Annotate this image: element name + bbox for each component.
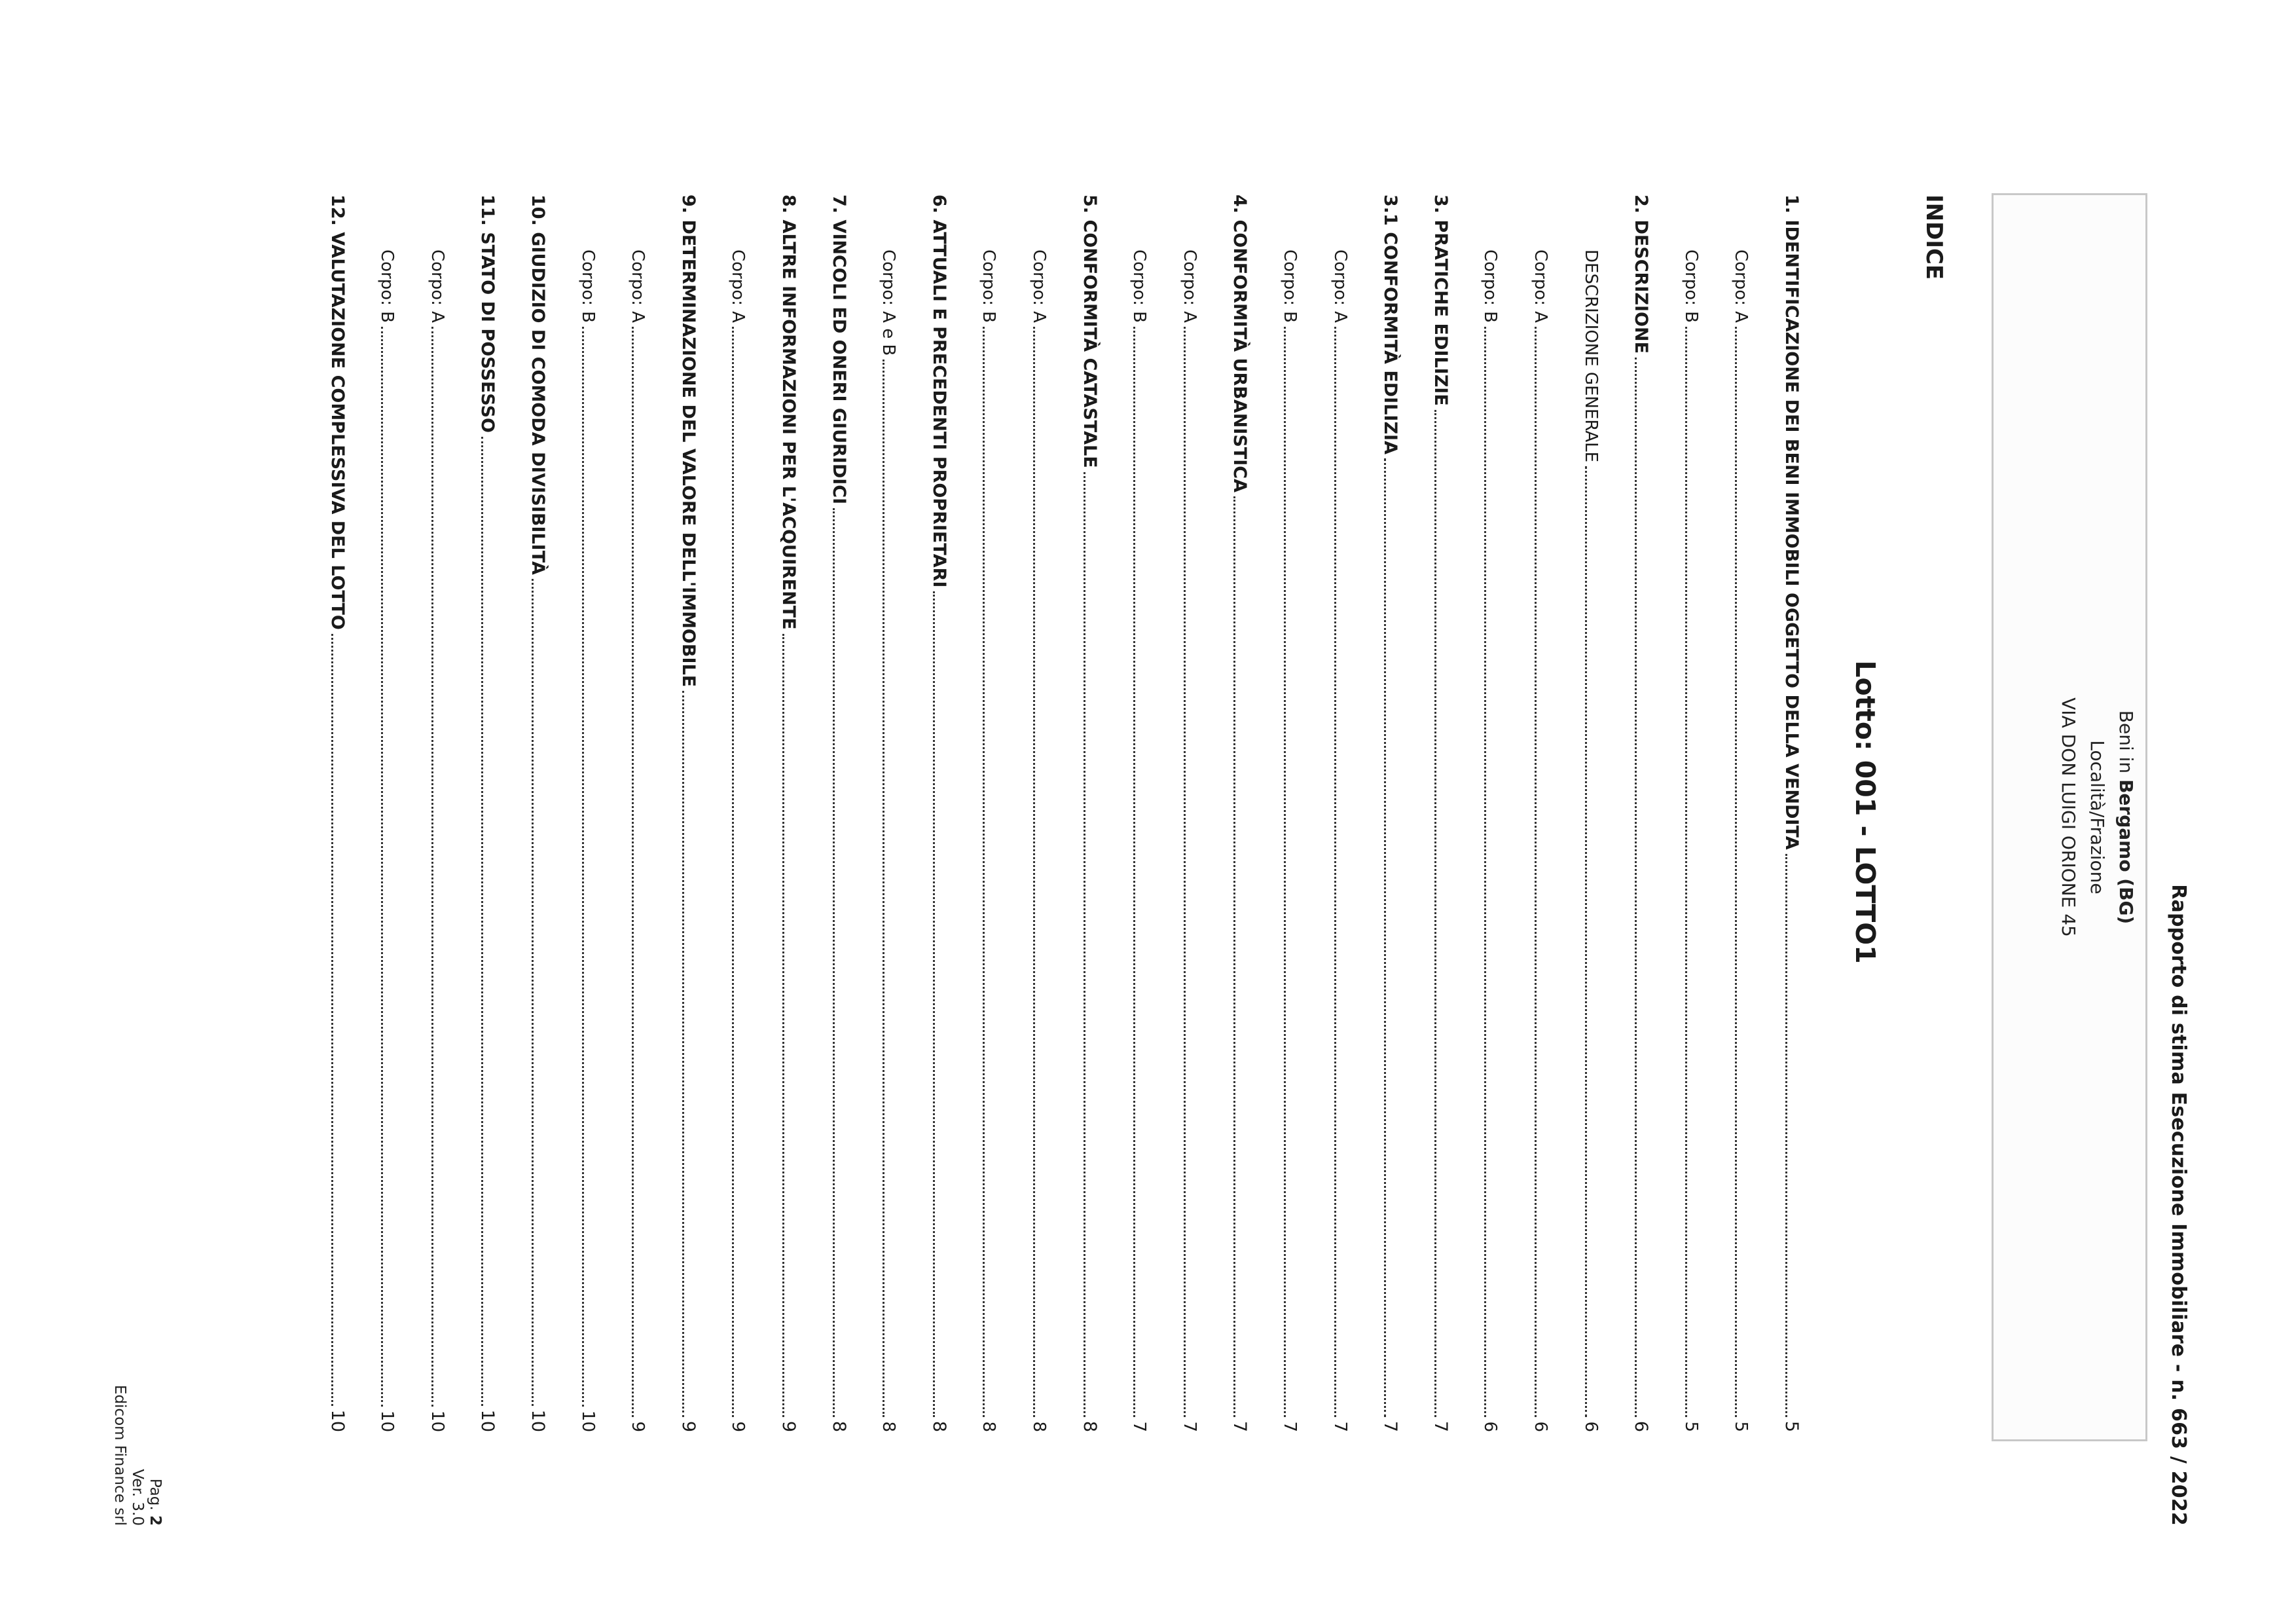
toc-section-entry (476, 194, 501, 1432)
toc-dot-leader (1084, 472, 1086, 1417)
toc-entry-label: Corpo: B (377, 249, 397, 323)
toc-entry-page-number: 8 (1029, 1421, 1049, 1432)
toc-entry-page-number: 8 (1079, 1420, 1100, 1432)
toc-entry-label: 4. CONFORMITÀ URBANISTICA (1230, 194, 1250, 492)
index-heading: INDICE (1921, 194, 1947, 280)
toc-dot-leader (331, 634, 334, 1406)
toc-entry-label: Corpo: A e B (879, 249, 899, 356)
toc-entry-label: Corpo: A (1179, 249, 1199, 323)
toc-entry-page-number: 7 (1430, 1420, 1451, 1432)
toc-entry-page-number: 5 (1681, 1421, 1701, 1432)
toc-entry-label: Corpo: B (1129, 249, 1150, 323)
toc-dot-leader (1334, 327, 1337, 1417)
toc-entry-label: 11. STATO DI POSSESSO (477, 194, 498, 433)
toc-entry-page-number: 8 (879, 1421, 899, 1432)
toc-dot-leader (582, 327, 585, 1407)
toc-entry-label: Corpo: B (1480, 249, 1501, 323)
toc-section-entry (326, 194, 351, 1432)
toc-entry-page-number: 6 (1631, 1420, 1652, 1432)
toc-entry-label: Corpo: B (1681, 249, 1701, 323)
toc-dot-leader (1635, 358, 1637, 1417)
toc-entry-label: Corpo: B (979, 249, 999, 323)
toc-dot-leader (1133, 327, 1136, 1417)
toc-dot-leader (1735, 327, 1738, 1417)
toc-entry-page-number: 6 (1580, 1421, 1601, 1432)
toc-dot-leader (682, 691, 685, 1417)
address-lines (2054, 195, 2140, 1439)
toc-entry-page-number: 9 (778, 1420, 799, 1432)
toc-entry-label: 1. IDENTIFICAZIONE DEI BENI IMMOBILI OGGETTO DELLA VENDITA (1781, 194, 1802, 850)
toc-entry-page-number: 6 (1531, 1421, 1550, 1432)
toc-entry-label: 8. ALTRE INFORMAZIONI PER L'ACQUIRENTE (778, 194, 799, 630)
toc-dot-leader (1785, 854, 1788, 1417)
toc-entry-page-number: 7 (1129, 1421, 1150, 1432)
toc-subsection-entry (1279, 194, 1303, 1432)
toc-dot-leader (1233, 496, 1236, 1417)
toc-subsection-entry (877, 194, 902, 1432)
toc-subsection-entry (1178, 194, 1203, 1432)
toc-entry-label: Corpo: A (1731, 249, 1751, 323)
toc-subsection-entry (727, 194, 752, 1432)
toc-entry-label: Corpo: B (1280, 249, 1300, 323)
toc-section-entry (1078, 194, 1103, 1432)
toc-dot-leader (1184, 327, 1186, 1417)
toc-subsection-entry (376, 194, 401, 1432)
toc-entry-page-number: 5 (1731, 1421, 1751, 1432)
toc-section-entry (828, 194, 852, 1432)
toc-entry-label: 9. DETERMINAZIONE DEL VALORE DELL'IMMOBILE (678, 194, 699, 688)
toc-entry-page-number: 10 (528, 1409, 548, 1432)
toc-subsection-entry (1730, 194, 1755, 1432)
toc-section-entry (777, 194, 802, 1432)
toc-entry-page-number: 10 (377, 1410, 397, 1432)
toc-subsection-entry (1529, 194, 1554, 1432)
toc-subsection-entry (577, 194, 602, 1432)
toc-entry-label: 5. CONFORMITÀ CATASTALE (1079, 194, 1100, 468)
toc-entry-label: Corpo: A (1029, 249, 1049, 323)
toc-entry-label: 10. GIUDIZIO DI COMODA DIVISIBILITÀ (528, 194, 548, 575)
toc-dot-leader (833, 508, 835, 1417)
toc-dot-leader (1685, 327, 1688, 1417)
toc-entry-page-number: 10 (427, 1410, 447, 1432)
toc-entry-label: Corpo: A (1330, 249, 1350, 323)
toc-dot-leader (883, 360, 885, 1417)
toc-dot-leader (1033, 327, 1036, 1417)
address-line-locality: Località/Frazione (2086, 740, 2108, 895)
toc-dot-leader (632, 327, 634, 1417)
toc-section-entry (1630, 194, 1654, 1432)
address-prefix: Beni in (2115, 710, 2137, 780)
toc-entry-page-number: 8 (979, 1421, 999, 1432)
toc-entry-label: 6. ATTUALI E PRECEDENTI PROPRIETARI (928, 194, 949, 588)
toc-entry-page-number: 7 (1179, 1421, 1199, 1432)
toc-entry-page-number: 9 (678, 1420, 699, 1432)
toc-section-entry (1379, 194, 1404, 1432)
footer-company: Edicom Finance srl (111, 1384, 128, 1526)
toc-section-entry (526, 194, 551, 1432)
address-box (1992, 193, 2147, 1441)
toc-dot-leader (481, 437, 484, 1406)
toc-section-entry (1429, 194, 1454, 1432)
toc-dot-leader (1384, 458, 1387, 1417)
toc-entry-page-number: 8 (928, 1420, 949, 1432)
toc-dot-leader (1434, 410, 1437, 1417)
toc-entry-label: Corpo: A (628, 249, 648, 323)
toc-subsection-entry (1128, 194, 1153, 1432)
toc-dot-leader (933, 591, 936, 1416)
toc-dot-leader (782, 634, 785, 1417)
toc-dot-leader (1585, 466, 1588, 1417)
toc-dot-leader (381, 327, 384, 1407)
lot-title: Lotto: 001 - LOTTO1 (1850, 660, 1881, 964)
toc-section-entry (677, 194, 702, 1432)
toc-entry-label: Corpo: A (728, 249, 748, 323)
toc-entry-page-number: 7 (1380, 1420, 1401, 1432)
toc-dot-leader (1284, 327, 1286, 1417)
toc-entry-page-number: 6 (1480, 1421, 1501, 1432)
toc-entry-label: Corpo: B (577, 249, 598, 323)
toc-section-entry (928, 194, 953, 1432)
toc-subsection-entry (1580, 194, 1605, 1432)
toc-entry-page-number: 5 (1781, 1420, 1802, 1432)
toc-entry-label: Corpo: A (427, 249, 447, 323)
footer-page-label: Pag. (147, 1478, 164, 1515)
toc-subsection-entry (1329, 194, 1354, 1432)
address-line-street: VIA DON LUIGI ORIONE 45 (2058, 697, 2079, 937)
toc-subsection-entry (426, 194, 451, 1432)
toc-subsection-entry (1680, 194, 1705, 1432)
toc-entry-page-number: 8 (828, 1420, 849, 1432)
toc-entry-label: 7. VINCOLI ED ONERI GIURIDICI (828, 194, 849, 505)
toc-dot-leader (732, 327, 735, 1417)
toc-entry-label: Corpo: A (1531, 249, 1550, 323)
toc-dot-leader (983, 327, 985, 1417)
toc-entry-label: DESCRIZIONE GENERALE (1580, 249, 1601, 463)
report-title: Rapporto di stima Esecuzione Immobiliare - n. 663 / 2022 (2167, 884, 2190, 1526)
address-line-city (2111, 195, 2140, 1439)
toc-dot-leader (1535, 327, 1537, 1417)
footer-page-number: 2 (147, 1515, 164, 1526)
toc-entry-page-number: 7 (1230, 1420, 1250, 1432)
address-city: Bergamo (BG) (2115, 779, 2137, 925)
toc-entry-label: 3.1 CONFORMITÀ EDILIZIA (1380, 194, 1401, 454)
toc-dot-leader (532, 579, 534, 1406)
toc-subsection-entry (977, 194, 1002, 1432)
toc-subsection-entry (627, 194, 651, 1432)
toc-entry-page-number: 10 (577, 1410, 598, 1432)
toc-dot-leader (1484, 327, 1487, 1417)
toc-entry-page-number: 10 (477, 1409, 498, 1432)
toc-subsection-entry (1479, 194, 1504, 1432)
toc-section-entry (1228, 194, 1253, 1432)
toc-subsection-entry (1028, 194, 1053, 1432)
toc-section-entry (1780, 194, 1805, 1432)
page-footer (111, 1385, 164, 1526)
toc-entry-page-number: 7 (1280, 1421, 1300, 1432)
footer-page-line (146, 1385, 164, 1526)
toc-entry-page-number: 7 (1330, 1421, 1350, 1432)
toc-entry-label: 3. PRATICHE EDILIZIE (1430, 194, 1451, 406)
toc-entry-label: 2. DESCRIZIONE (1631, 194, 1652, 354)
footer-version: Ver. 3.0 (129, 1469, 146, 1526)
toc-entry-page-number: 9 (728, 1421, 748, 1432)
toc-entry-page-number: 9 (628, 1421, 648, 1432)
toc-entry-page-number: 10 (327, 1409, 348, 1432)
toc-entry-label: 12. VALUTAZIONE COMPLESSIVA DEL LOTTO (327, 194, 348, 630)
toc-dot-leader (431, 327, 434, 1407)
